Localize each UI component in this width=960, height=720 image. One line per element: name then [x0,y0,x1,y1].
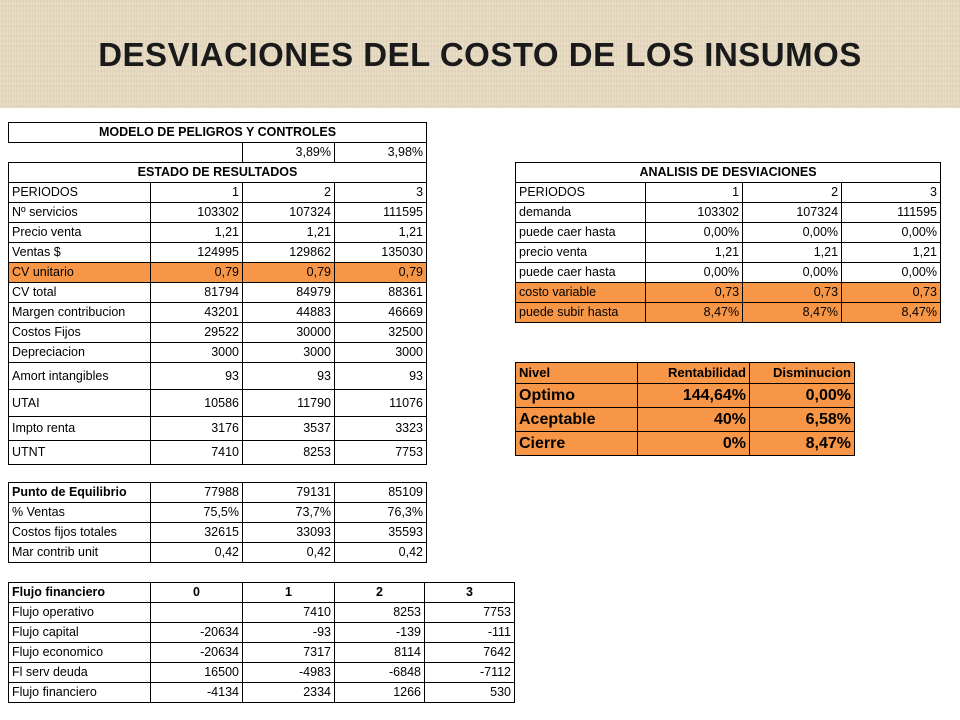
cell: 124995 [151,243,243,263]
row-label: Costos Fijos [9,323,151,343]
cell: 7753 [335,441,427,465]
table-row [516,432,855,456]
cell: 7642 [425,643,515,663]
row-label: Precio venta [9,223,151,243]
cell: 76,3% [335,503,427,523]
analisis-desviaciones-table [515,162,941,323]
cell [151,603,243,623]
analisis-title: ANALISIS DE DESVIACIONES [516,163,941,183]
spreadsheet [0,108,960,720]
cell: 44883 [243,303,335,323]
cell: -93 [243,623,335,643]
nivel-table [515,362,855,456]
row-label: UTAI [9,390,151,417]
estado-resultados-table [8,122,427,465]
slide-title: DESVIACIONES DEL COSTO DE LOS INSUMOS [98,36,862,73]
cell: 43201 [151,303,243,323]
header-cell: Rentabilidad [638,363,750,384]
header-cell: 3 [425,583,515,603]
table-row [9,543,427,563]
cell: 1,21 [743,243,842,263]
cell: 1,21 [646,243,743,263]
row-label: Amort intangibles [9,363,151,390]
table-header-row [9,583,515,603]
cell: 84979 [243,283,335,303]
cell: 7410 [151,441,243,465]
header-cell: PERIODOS [9,183,151,203]
cell: 8,47% [646,303,743,323]
cell: 32500 [335,323,427,343]
cell: 103302 [151,203,243,223]
header-cell: 3 [842,183,941,203]
cell: 0,42 [243,543,335,563]
row-label: Aceptable [516,408,638,432]
row-label: % Ventas [9,503,151,523]
cell: 0,00% [646,223,743,243]
cell: 0,73 [842,283,941,303]
table-row [516,223,941,243]
row-label: Costos fijos totales [9,523,151,543]
cell: 0,42 [151,543,243,563]
row-label: Flujo economico [9,643,151,663]
row-label: demanda [516,203,646,223]
header-cell: 3 [335,183,427,203]
table-row [9,483,427,503]
cell: -4983 [243,663,335,683]
row-label: Flujo operativo [9,603,151,623]
cell: 33093 [243,523,335,543]
cell: 2334 [243,683,335,703]
header-cell: Disminucion [750,363,855,384]
cell: 0,00% [743,263,842,283]
flujo-financiero-table [8,582,515,703]
cell: 1,21 [335,223,427,243]
row-label: Ventas $ [9,243,151,263]
cell: 0,00% [743,223,842,243]
header-cell: 1 [646,183,743,203]
table-row [9,303,427,323]
cell: -6848 [335,663,425,683]
cell: 1,21 [151,223,243,243]
table-row-highlight [516,283,941,303]
table-row [9,323,427,343]
cell: 0,73 [743,283,842,303]
row-label: UTNT [9,441,151,465]
cell: 1266 [335,683,425,703]
cell: 3000 [243,343,335,363]
cell: 6,58% [750,408,855,432]
cell: 8253 [243,441,335,465]
cell: 11790 [243,390,335,417]
row-label: Fl serv deuda [9,663,151,683]
cell: 0,79 [243,263,335,283]
cell: 30000 [243,323,335,343]
cell: -20634 [151,623,243,643]
table-header-row [516,363,855,384]
cell: -4134 [151,683,243,703]
cell: -7112 [425,663,515,683]
cell: 129862 [243,243,335,263]
cell: 3000 [335,343,427,363]
cell: 7410 [243,603,335,623]
row-label: Optimo [516,384,638,408]
header-cell: 2 [335,583,425,603]
cell: 3000 [151,343,243,363]
cell: 0,79 [335,263,427,283]
header-cell: 2 [743,183,842,203]
cell: 81794 [151,283,243,303]
table-row [9,243,427,263]
table-row [9,417,427,441]
cell: 46669 [335,303,427,323]
cell: 8,47% [750,432,855,456]
cell: 144,64% [638,384,750,408]
cell: 10586 [151,390,243,417]
cell: -111 [425,623,515,643]
cell: 8,47% [743,303,842,323]
table-row [516,384,855,408]
table-row [9,203,427,223]
cell: 93 [335,363,427,390]
cell: 103302 [646,203,743,223]
table-row [9,523,427,543]
cell: 0,79 [151,263,243,283]
table-row [9,643,515,663]
cell: 93 [151,363,243,390]
table-row [9,363,427,390]
cell: 7753 [425,603,515,623]
row-label: Flujo capital [9,623,151,643]
row-label: puede caer hasta [516,263,646,283]
cell: 1,21 [842,243,941,263]
table-row [9,283,427,303]
cell: 77988 [151,483,243,503]
header-cell: Flujo financiero [9,583,151,603]
cell: 8114 [335,643,425,663]
cell: 0,00% [646,263,743,283]
row-label: Mar contrib unit [9,543,151,563]
row-label: puede caer hasta [516,223,646,243]
cell: 8,47% [842,303,941,323]
cell: 32615 [151,523,243,543]
cell: 111595 [335,203,427,223]
cell: 75,5% [151,503,243,523]
cell: 135030 [335,243,427,263]
row-label: Punto de Equilibrio [9,483,151,503]
table-row [516,203,941,223]
cell: 93 [243,363,335,390]
cell: 79131 [243,483,335,503]
punto-equilibrio-table [8,482,427,563]
table-header-row [516,183,941,203]
table-row [9,683,515,703]
header-cell: 2 [243,183,335,203]
row-label: Cierre [516,432,638,456]
row-label: Impto renta [9,417,151,441]
row-label: Flujo financiero [9,683,151,703]
cell: 35593 [335,523,427,543]
cell: 3323 [335,417,427,441]
table-row-highlight [516,303,941,323]
model-title: MODELO DE PELIGROS Y CONTROLES [9,123,427,143]
cell: 0,00% [842,263,941,283]
header-cell: Nivel [516,363,638,384]
table-row [9,343,427,363]
cell: 0,00% [750,384,855,408]
header-cell: 0 [151,583,243,603]
cell: 29522 [151,323,243,343]
cell: 0% [638,432,750,456]
cell: 0,00% [842,223,941,243]
cell: 3176 [151,417,243,441]
row-label: Margen contribucion [9,303,151,323]
cell: 7317 [243,643,335,663]
header-cell: PERIODOS [516,183,646,203]
table-row [516,408,855,432]
cell: 0,73 [646,283,743,303]
row-label: costo variable [516,283,646,303]
table-row [516,243,941,263]
table-row [9,623,515,643]
header-cell: 1 [243,583,335,603]
row-label: precio venta [516,243,646,263]
cell: 88361 [335,283,427,303]
cell: 11076 [335,390,427,417]
cell: -139 [335,623,425,643]
row-label: puede subir hasta [516,303,646,323]
table-row [9,223,427,243]
row-label: CV total [9,283,151,303]
cell: 530 [425,683,515,703]
cell: 73,7% [243,503,335,523]
cell: 0,42 [335,543,427,563]
cell: 111595 [842,203,941,223]
cell: 40% [638,408,750,432]
pct-cell: 3,89% [243,143,335,163]
cell: 107324 [243,203,335,223]
header-cell: 1 [151,183,243,203]
cell: 107324 [743,203,842,223]
cell: -20634 [151,643,243,663]
cell: 8253 [335,603,425,623]
cell: 3537 [243,417,335,441]
table-row [9,603,515,623]
table-row [9,441,427,465]
table-row [9,503,427,523]
table-row-highlight [9,263,427,283]
row-label: CV unitario [9,263,151,283]
pct-cell: 3,98% [335,143,427,163]
table-row [9,663,515,683]
row-label: Depreciacion [9,343,151,363]
estado-title: ESTADO DE RESULTADOS [9,163,427,183]
row-label: Nº servicios [9,203,151,223]
table-row [516,263,941,283]
table-row [9,390,427,417]
cell: 85109 [335,483,427,503]
cell: 16500 [151,663,243,683]
cell: 1,21 [243,223,335,243]
